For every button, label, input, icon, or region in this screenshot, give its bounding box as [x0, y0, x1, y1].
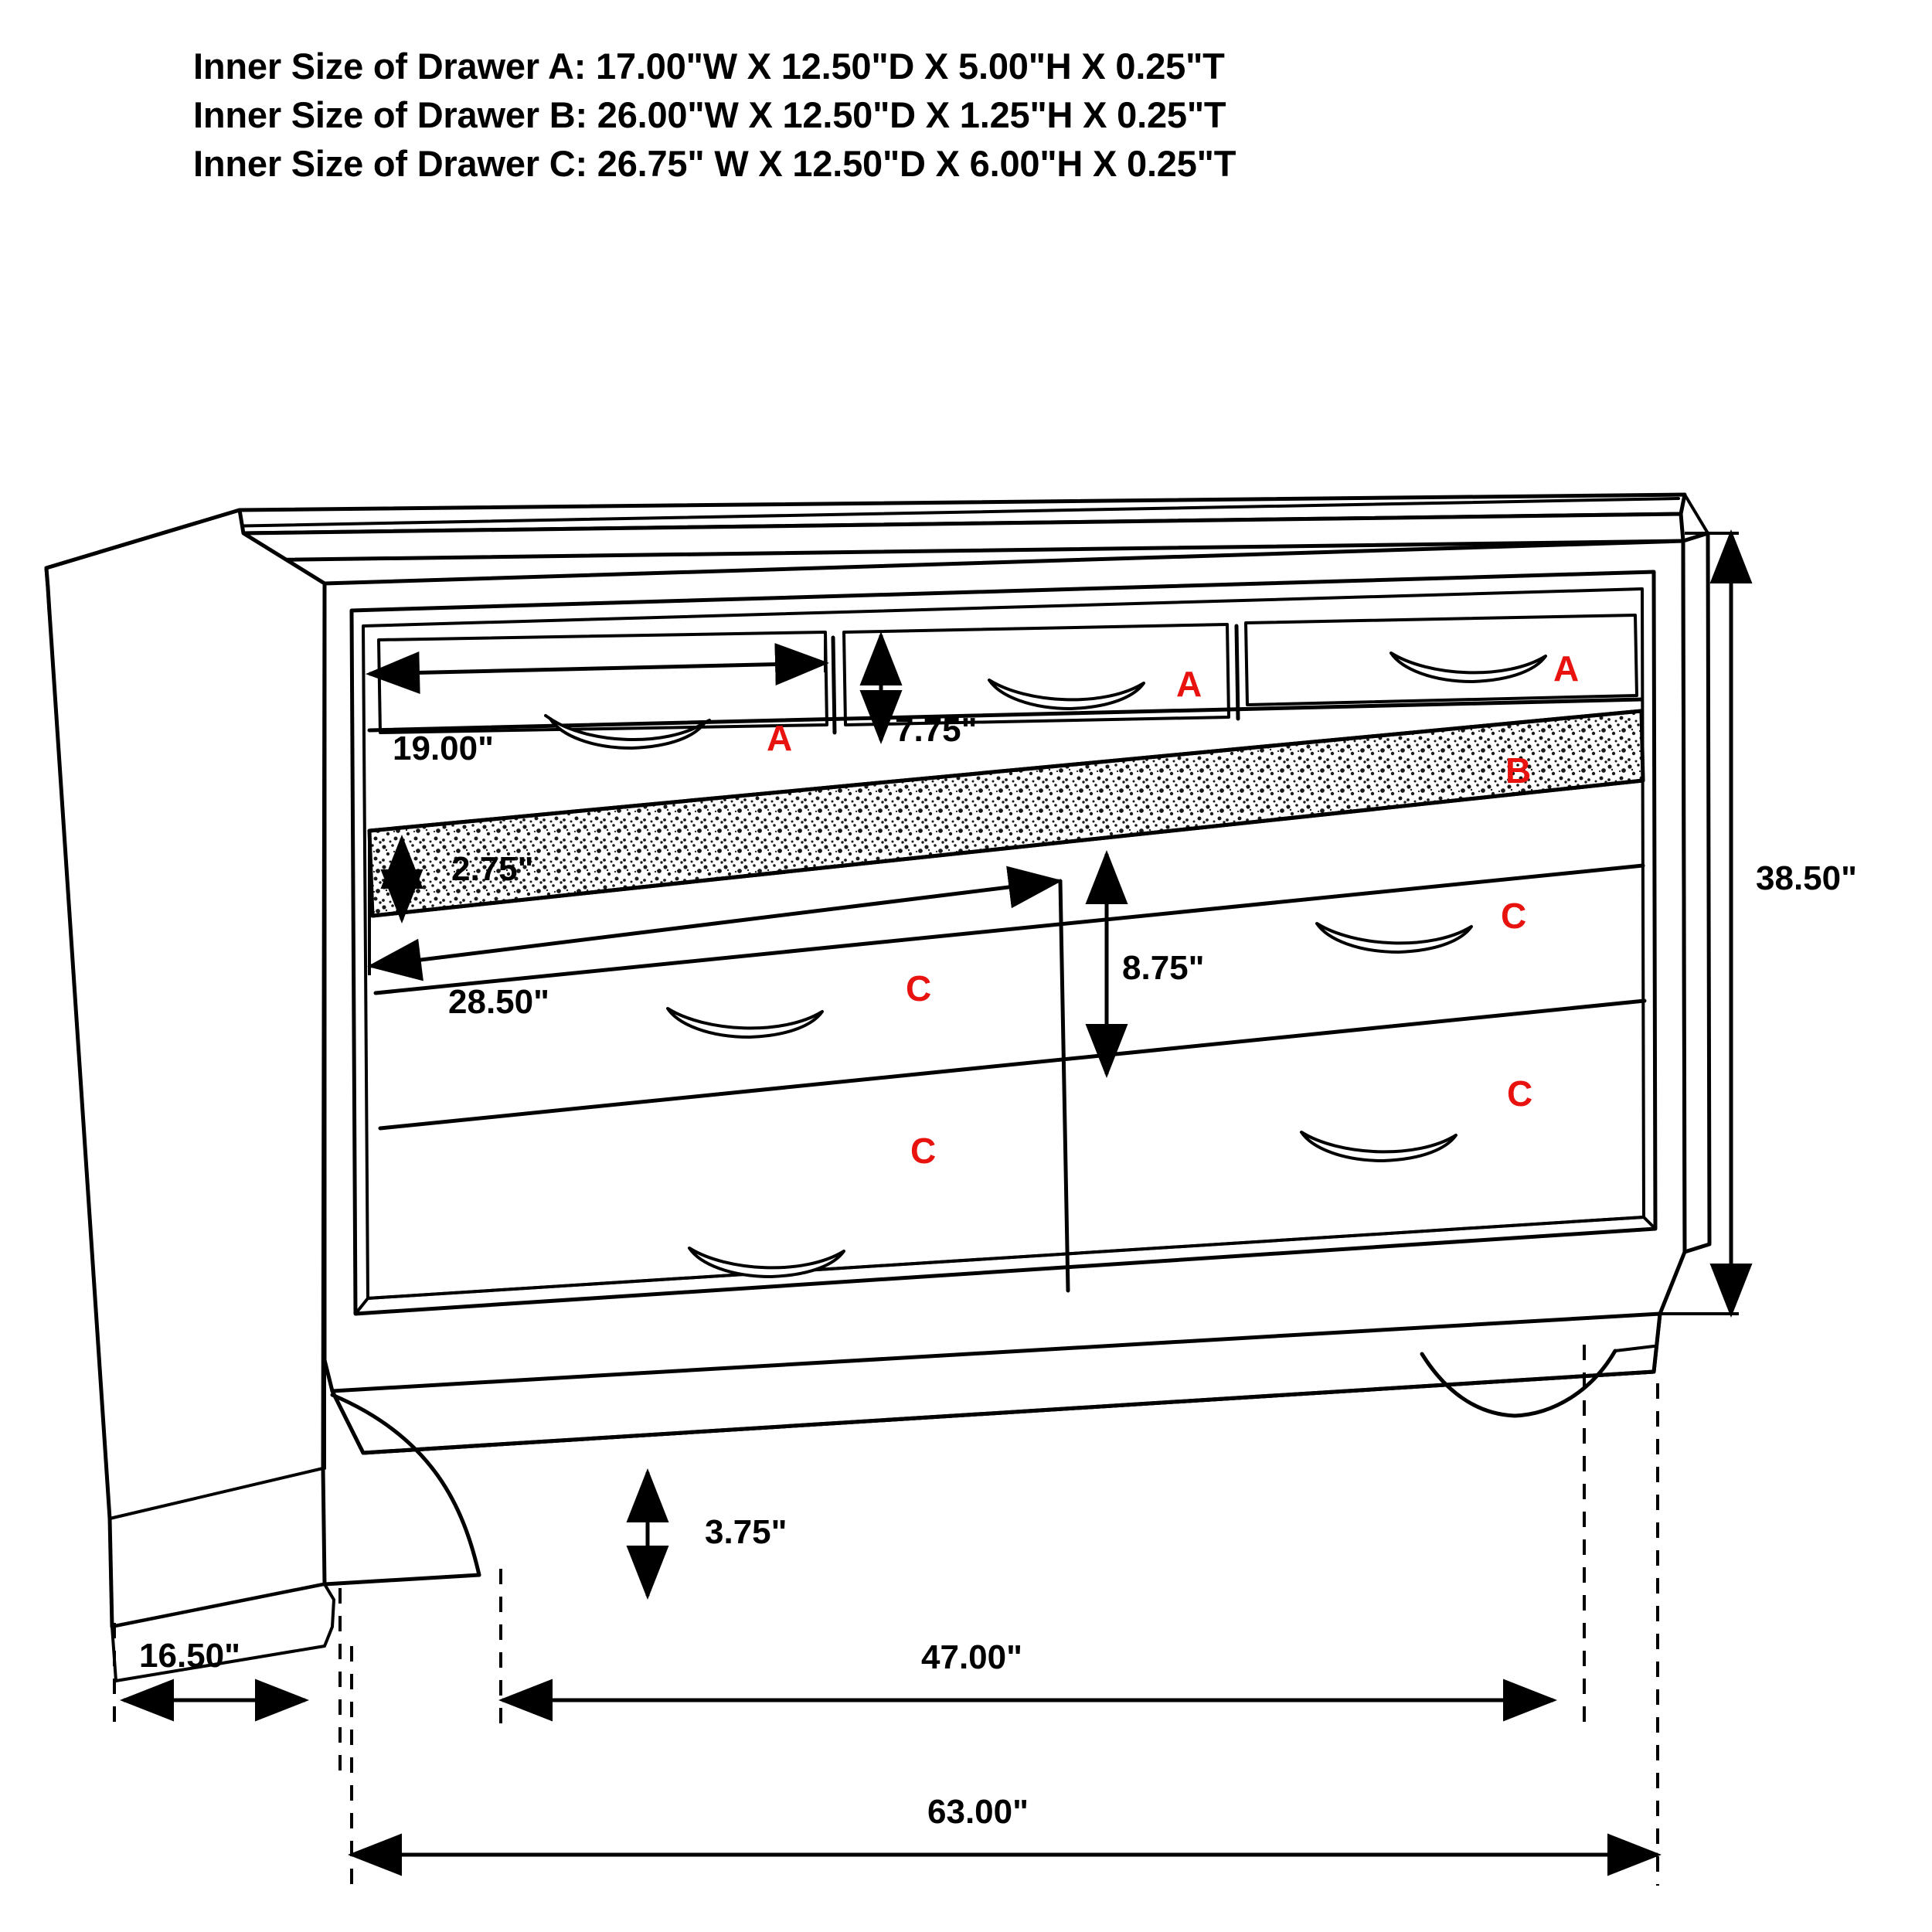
- spec-line-drawer-b: Inner Size of Drawer B: 26.00"W X 12.50"D X 1.25"H X 0.25"T: [193, 94, 1226, 135]
- dim-label-19: 19.00": [393, 730, 494, 767]
- drawer-letter-b: B: [1505, 750, 1532, 791]
- dim-label-3-75: 3.75": [705, 1513, 787, 1551]
- drawer-letter-a-right: A: [1553, 648, 1580, 689]
- drawer-letter-c-lower-left: C: [910, 1131, 937, 1171]
- drawer-letter-c-upper-right: C: [1501, 896, 1527, 936]
- spec-line-drawer-a: Inner Size of Drawer A: 17.00"W X 12.50"D X 5.00"H X 0.25"T: [193, 46, 1225, 87]
- drawer-letter-c-upper-left: C: [906, 968, 932, 1009]
- dim-label-2-75: 2.75": [451, 850, 534, 888]
- spec-line-drawer-c: Inner Size of Drawer C: 26.75" W X 12.50"D X 6.00"H X 0.25"T: [193, 142, 1236, 184]
- drawer-letter-a-middle: A: [1176, 664, 1202, 704]
- dim-label-7-75: 7.75": [895, 711, 978, 749]
- dim-label-8-75: 8.75": [1122, 949, 1205, 987]
- dim-label-47-00: 47.00": [921, 1638, 1022, 1676]
- dim-label-16-50: 16.50": [139, 1637, 240, 1675]
- drawer-letter-a-left: A: [767, 718, 793, 758]
- dim-label-63-00: 63.00": [927, 1793, 1029, 1831]
- dim-label-28-50: 28.50": [448, 983, 549, 1021]
- drawer-letter-c-lower-right: C: [1507, 1073, 1533, 1114]
- dim-label-38-50: 38.50": [1756, 859, 1857, 897]
